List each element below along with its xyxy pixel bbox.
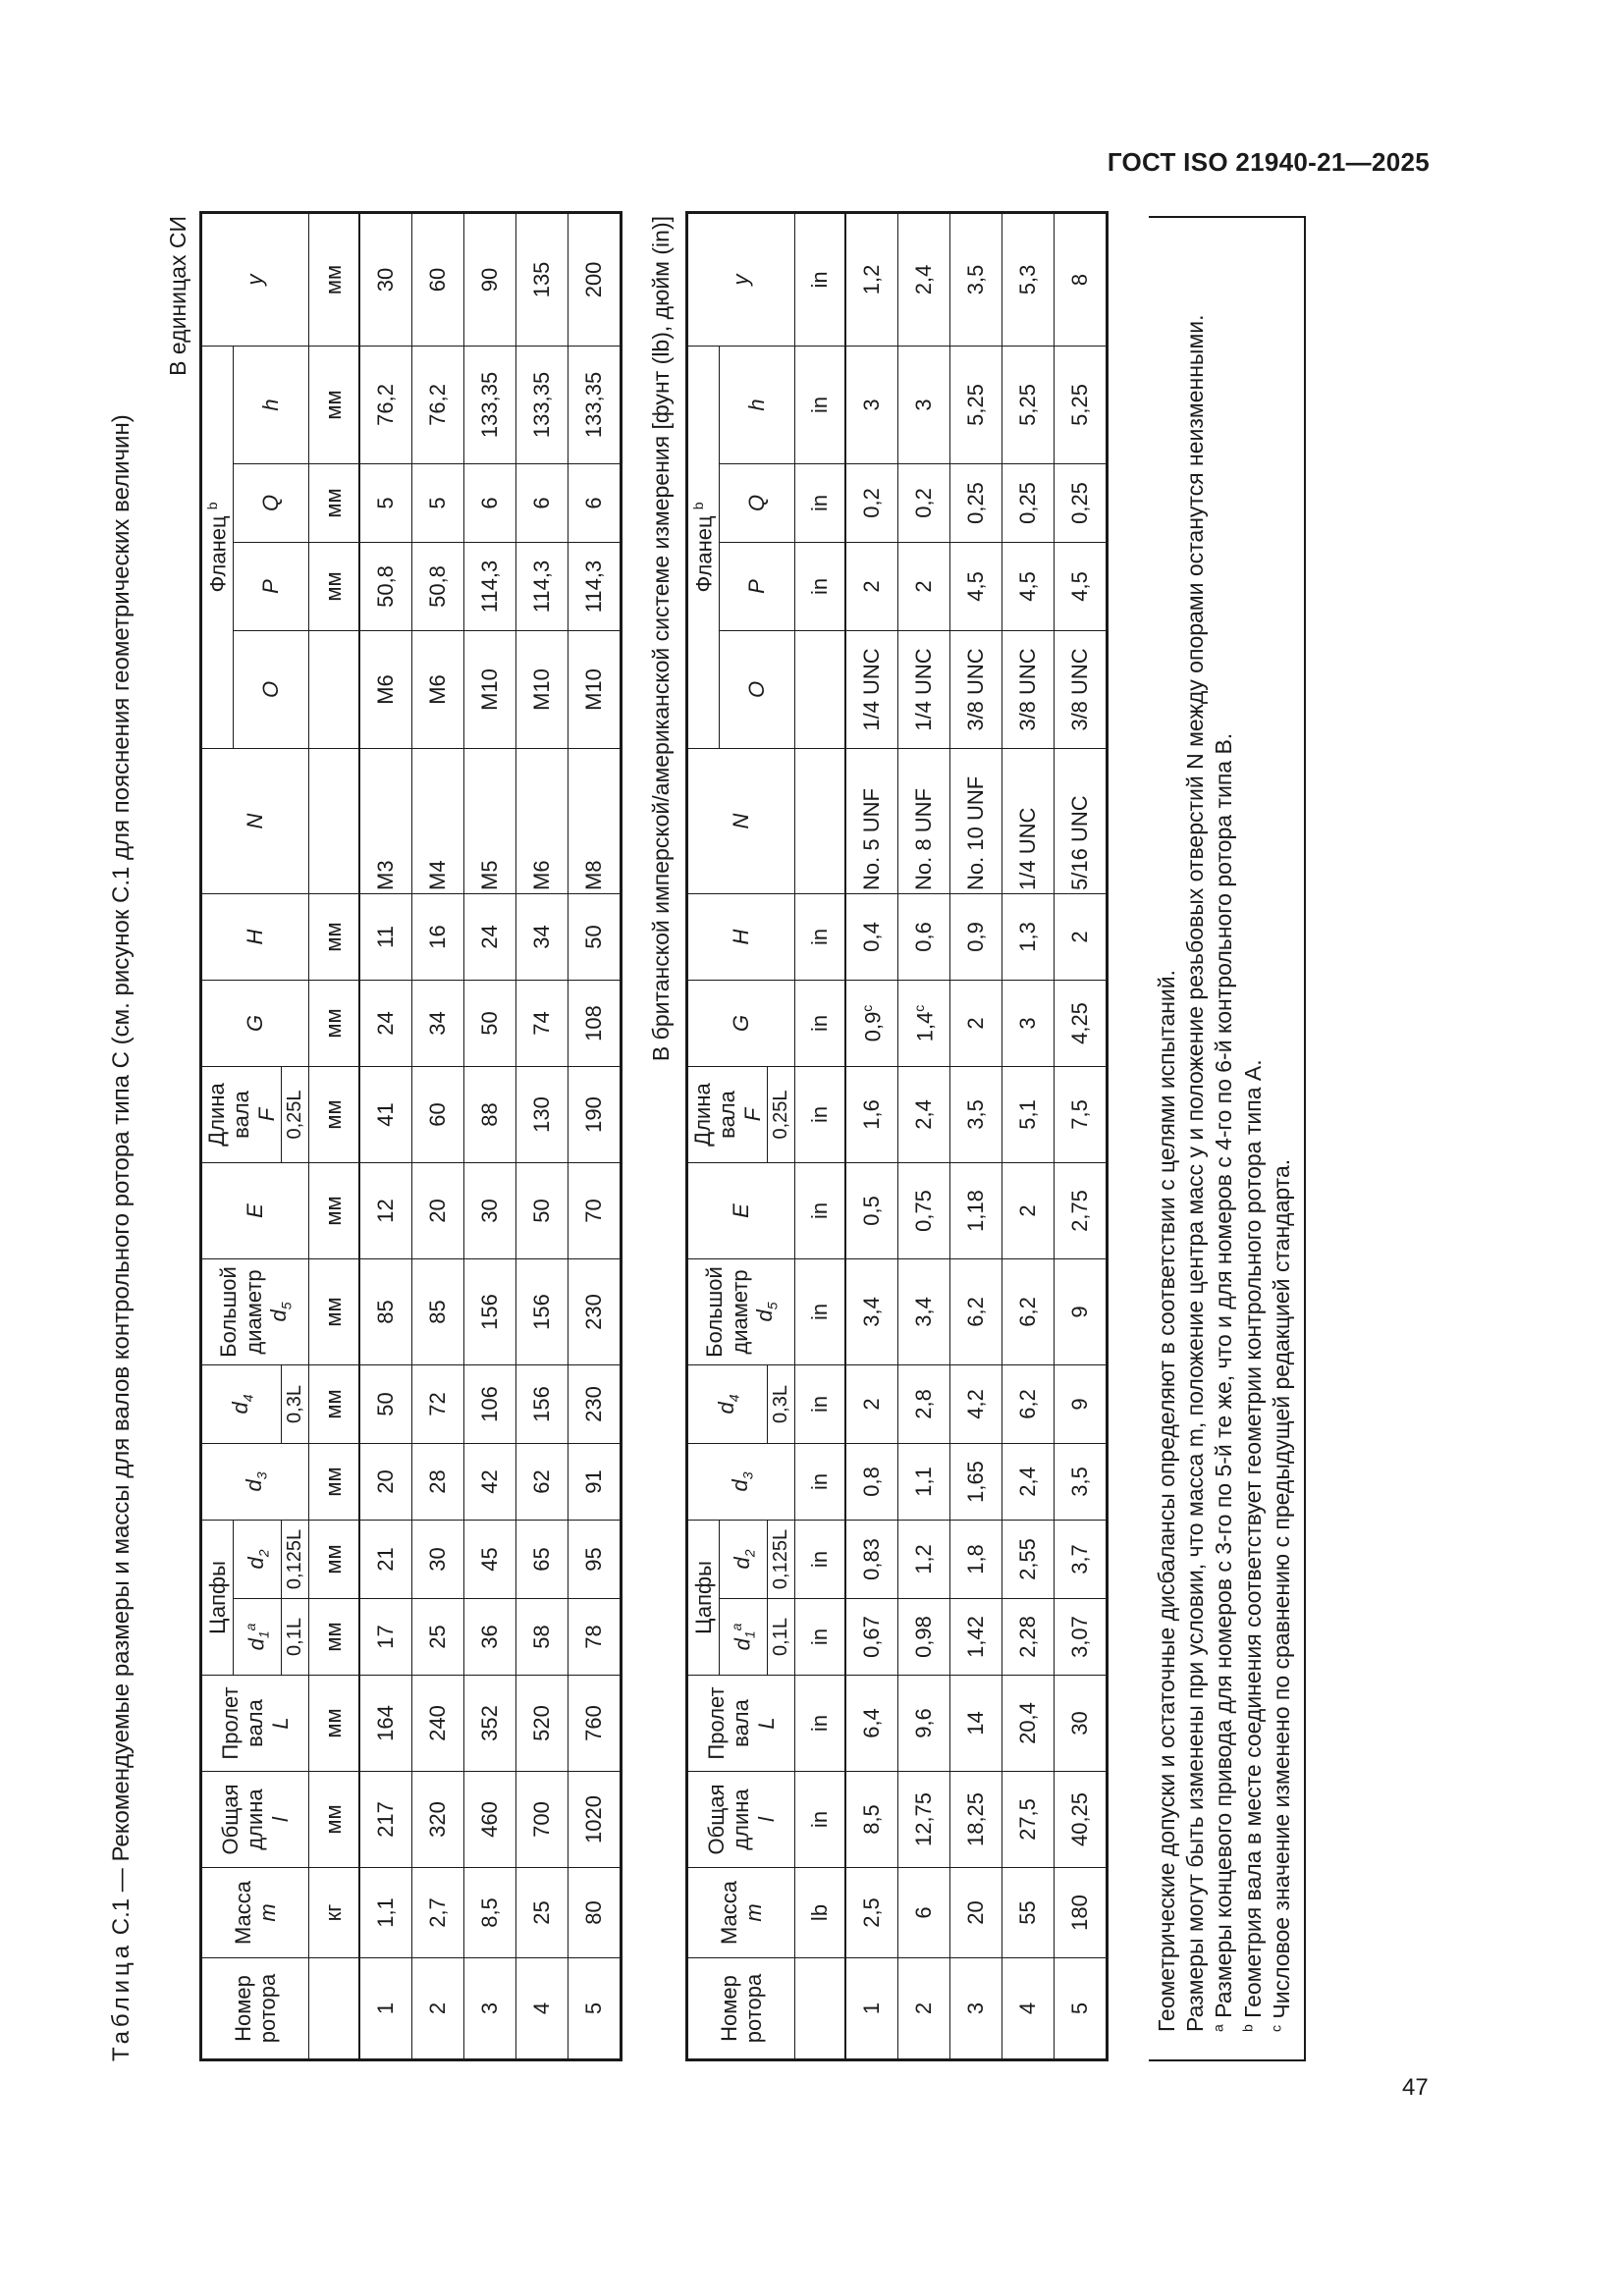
O-header: O xyxy=(233,630,308,748)
d4-ratio: 0,3L xyxy=(767,1364,794,1443)
table-cell: 5 xyxy=(411,463,463,542)
table-cell: 0,67 xyxy=(845,1599,898,1676)
h-header: h xyxy=(719,346,794,463)
table-cell: 27,5 xyxy=(1001,1772,1054,1868)
table-cell: 4,2 xyxy=(949,1364,1001,1443)
d2-ratio: 0,125L xyxy=(767,1520,794,1598)
footnote-mark: c xyxy=(858,1004,875,1012)
table-cell: 20 xyxy=(359,1443,412,1520)
table-cell: 114,3 xyxy=(568,542,621,630)
table-cell: 7,5 xyxy=(1054,1066,1107,1162)
table-cell: 1,1 xyxy=(897,1443,949,1520)
table-cell: 4,5 xyxy=(1001,542,1054,630)
table-cell: 0,25 xyxy=(1001,463,1054,542)
table-cell: 5,25 xyxy=(949,346,1001,463)
table-cell: 190 xyxy=(568,1066,621,1162)
units-row: lb in in in in in in in in in in in in in in in xyxy=(794,212,845,2059)
table-cell: 6 xyxy=(568,463,621,542)
table-cell: 2 xyxy=(897,1958,949,2060)
caption-prefix: Таблица xyxy=(108,1941,135,2061)
table-cell: 14 xyxy=(949,1676,1001,1772)
table-cell: 4,5 xyxy=(1054,542,1107,630)
table-cell: 25 xyxy=(515,1868,568,1958)
d4-header: $d_4$ xyxy=(687,1364,768,1443)
table-cell: 230 xyxy=(568,1364,621,1443)
table-cell: 1,2 xyxy=(897,1520,949,1598)
table-cell: 3,5 xyxy=(949,212,1001,346)
table-cell: 3 xyxy=(897,346,949,463)
footnote-mark: c xyxy=(910,1004,927,1012)
table-cell: 700 xyxy=(515,1772,568,1868)
journals-header: Цапфы xyxy=(201,1520,234,1675)
N-header: N xyxy=(201,748,309,893)
table-cell: 72 xyxy=(411,1364,463,1443)
G-header: G xyxy=(201,980,309,1066)
y-header: y xyxy=(687,212,795,346)
table-cell: 1,3 xyxy=(1001,893,1054,980)
table-cell: 1020 xyxy=(568,1772,621,1868)
table-cell: 2,28 xyxy=(1001,1599,1054,1676)
d4-ratio: 0,3L xyxy=(281,1364,308,1443)
si-table-body xyxy=(359,212,622,2059)
d1-ratio: 0,1L xyxy=(767,1599,794,1676)
table-cell: 156 xyxy=(515,1364,568,1443)
table-cell: 3 xyxy=(463,1958,515,2060)
table-cell: 50,8 xyxy=(411,542,463,630)
table-cell: 74 xyxy=(515,980,568,1066)
table-cell: 60 xyxy=(411,1066,463,1162)
table-cell: 2,7 xyxy=(411,1868,463,1958)
shaft-length-header: Длина вала F xyxy=(201,1066,282,1162)
table-cell: 133,35 xyxy=(463,346,515,463)
table-cell: 520 xyxy=(515,1676,568,1772)
note-line-1: Геометрические допуски и остаточные дисбалансы определяют в соответствии с целями испытаний. xyxy=(1154,969,1179,2032)
table-cell: 55 xyxy=(1001,1868,1054,1958)
table-cell: 156 xyxy=(515,1258,568,1364)
table-cell: 1/4 UNC xyxy=(1001,748,1054,893)
table-cell: М8 xyxy=(568,748,621,893)
table-cell: 0,25 xyxy=(1054,463,1107,542)
table-cell: 133,35 xyxy=(568,346,621,463)
table-cell: 17 xyxy=(359,1599,412,1676)
table-cell: 6,2 xyxy=(1001,1258,1054,1364)
d3-header: $d_3$ xyxy=(201,1443,309,1520)
table-cell: 41 xyxy=(359,1066,412,1162)
table-row xyxy=(568,212,621,2059)
table-cell: 95 xyxy=(568,1520,621,1598)
y-header: y xyxy=(201,212,309,346)
table-cell: 20,4 xyxy=(1001,1676,1054,1772)
table-cell: М6 xyxy=(411,630,463,748)
table-row xyxy=(845,212,898,2059)
table-cell: 3/8 UNC xyxy=(1054,630,1107,748)
table-cell: 180 xyxy=(1054,1868,1107,1958)
table-cell: 2 xyxy=(845,1364,898,1443)
rotor-number-header: Номер ротора xyxy=(201,1958,309,2060)
table-cell: 78 xyxy=(568,1599,621,1676)
table-cell: 5,1 xyxy=(1001,1066,1054,1162)
table-cell: М3 xyxy=(359,748,412,893)
table-cell: 135 xyxy=(515,212,568,346)
Q-header: Q xyxy=(233,463,308,542)
table-cell: 0,5 xyxy=(845,1162,898,1258)
imperial-table-body xyxy=(845,212,1108,2059)
table-cell: 6,2 xyxy=(949,1258,1001,1364)
table-cell: 8,5 xyxy=(463,1868,515,1958)
P-header: P xyxy=(719,542,794,630)
table-cell: 34 xyxy=(411,980,463,1066)
big-diameter-header: Большой диаметр $d_5$ xyxy=(687,1258,795,1364)
table-cell: 460 xyxy=(463,1772,515,1868)
table-cell: 1/4 UNC xyxy=(845,630,898,748)
table-cell: 1,6 xyxy=(845,1066,898,1162)
table-cell: 42 xyxy=(463,1443,515,1520)
mass-header: Масса m xyxy=(687,1868,795,1958)
table-cell: 164 xyxy=(359,1676,412,1772)
flange-header: Фланец $^b$ xyxy=(687,346,720,748)
standard-header: ГОСТ ISO 21940-21—2025 xyxy=(1107,147,1430,177)
table-cell: 0,9$^c$ xyxy=(845,980,898,1066)
table-cell: 106 xyxy=(463,1364,515,1443)
table-cell: 230 xyxy=(568,1258,621,1364)
table-cell: 2,4 xyxy=(897,1066,949,1162)
table-cell: 2 xyxy=(1054,893,1107,980)
d3-header: $d_3$ xyxy=(687,1443,795,1520)
table-cell: 45 xyxy=(463,1520,515,1598)
table-cell: 0,2 xyxy=(845,463,898,542)
table-cell: 3,4 xyxy=(845,1258,898,1364)
h-header: h xyxy=(233,346,308,463)
table-cell: 5/16 UNC xyxy=(1054,748,1107,893)
table-cell: 3 xyxy=(845,346,898,463)
H-header: H xyxy=(201,893,309,980)
table-cell: 1,8 xyxy=(949,1520,1001,1598)
table-row xyxy=(949,212,1001,2059)
table-cell: 0,75 xyxy=(897,1162,949,1258)
table-cell: 50 xyxy=(359,1364,412,1443)
d1-header: $d_1^a$ xyxy=(233,1599,281,1676)
table-cell: 5,25 xyxy=(1054,346,1107,463)
table-cell: 2,55 xyxy=(1001,1520,1054,1598)
imperial-units-note: В британской имперской/американской системе измерения [фунт (lb), дюйм (in)] xyxy=(648,216,674,1062)
table-cell: 0,6 xyxy=(897,893,949,980)
table-cell: М6 xyxy=(515,748,568,893)
table-cell: 12,75 xyxy=(897,1772,949,1868)
F-ratio: 0,25L xyxy=(767,1066,794,1162)
table-cell: 0,9 xyxy=(949,893,1001,980)
table-cell: 30 xyxy=(411,1520,463,1598)
table-cell: 4 xyxy=(1001,1958,1054,2060)
table-cell: 12 xyxy=(359,1162,412,1258)
table-cell: 6 xyxy=(897,1868,949,1958)
imperial-table xyxy=(685,211,1109,2061)
table-cell: 91 xyxy=(568,1443,621,1520)
table-cell: 76,2 xyxy=(411,346,463,463)
footnote-b: $^b$ Геометрия вала в месте соединения соответствует геометрии контрольного ротора типа А. xyxy=(1238,1059,1266,2032)
table-cell: 2,4 xyxy=(1001,1443,1054,1520)
journals-header: Цапфы xyxy=(687,1520,720,1675)
d2-ratio: 0,125L xyxy=(281,1520,308,1598)
mass-header: Масса m xyxy=(201,1868,309,1958)
table-cell: 1,1 xyxy=(359,1868,412,1958)
table-cell: 1 xyxy=(359,1958,412,2060)
table-cell: 34 xyxy=(515,893,568,980)
table-cell: 2,4 xyxy=(897,212,949,346)
table-cell: 20 xyxy=(949,1868,1001,1958)
table-cell: 1,65 xyxy=(949,1443,1001,1520)
table-cell: 0,8 xyxy=(845,1443,898,1520)
table-cell: 85 xyxy=(359,1258,412,1364)
table-cell: 20 xyxy=(411,1162,463,1258)
header-row-1 xyxy=(201,212,234,2059)
table-cell: 50 xyxy=(463,980,515,1066)
table-cell: 156 xyxy=(463,1258,515,1364)
E-header: E xyxy=(201,1162,309,1258)
table-cell: 65 xyxy=(515,1520,568,1598)
rotor-number-header: Номер ротора xyxy=(687,1958,795,2060)
footnote-c: $^c$ Числовое значение изменено по сравнению с предыдущей редакцией стандарта. xyxy=(1268,1158,1294,2032)
table-cell: No. 5 UNF xyxy=(845,748,898,893)
table-cell: 0,98 xyxy=(897,1599,949,1676)
table-row xyxy=(1054,212,1107,2059)
d2-header: $d_2$ xyxy=(719,1520,767,1598)
span-header: Пролет вала L xyxy=(687,1676,795,1772)
table-cell: 36 xyxy=(463,1599,515,1676)
table-cell: 24 xyxy=(463,893,515,980)
table-cell: 3,5 xyxy=(1054,1443,1107,1520)
table-cell: 320 xyxy=(411,1772,463,1868)
table-cell: М4 xyxy=(411,748,463,893)
table-cell: М10 xyxy=(515,630,568,748)
table-row xyxy=(463,212,515,2059)
table-cell: М5 xyxy=(463,748,515,893)
table-cell: 1/4 UNC xyxy=(897,630,949,748)
table-cell: 30 xyxy=(359,212,412,346)
table-cell: 76,2 xyxy=(359,346,412,463)
table-cell: 11 xyxy=(359,893,412,980)
page-number: 47 xyxy=(1402,2074,1429,2101)
si-units-note: В единицах СИ xyxy=(165,216,190,376)
table-cell: 9 xyxy=(1054,1364,1107,1443)
table-cell: 21 xyxy=(359,1520,412,1598)
table-cell: 3/8 UNC xyxy=(949,630,1001,748)
F-ratio: 0,25L xyxy=(281,1066,308,1162)
table-cell: 108 xyxy=(568,980,621,1066)
big-diameter-header: Большой диаметр $d_5$ xyxy=(201,1258,309,1364)
table-cell: 1,2 xyxy=(845,212,898,346)
table-cell: 200 xyxy=(568,212,621,346)
total-length-header: Общая длина l xyxy=(687,1772,795,1868)
span-header: Пролет вала L xyxy=(201,1676,309,1772)
table-cell: 5,25 xyxy=(1001,346,1054,463)
table-cell: 114,3 xyxy=(515,542,568,630)
rotated-table-block xyxy=(108,216,1326,2061)
table-cell: 50 xyxy=(515,1162,568,1258)
header-row-1 xyxy=(687,212,720,2059)
table-cell: 25 xyxy=(411,1599,463,1676)
table-cell: 3,07 xyxy=(1054,1599,1107,1676)
table-cell: 50 xyxy=(568,893,621,980)
table-cell: 130 xyxy=(515,1066,568,1162)
table-cell: 60 xyxy=(411,212,463,346)
table-row xyxy=(1001,212,1054,2059)
note-line-2: Размеры могут быть изменены при условии, что масса m, положение центра масс y и положение резьбовых отверстий N между опорами останутся неизменными. xyxy=(1182,314,1209,2032)
table-cell: 3 xyxy=(1001,980,1054,1066)
table-cell: 0,2 xyxy=(897,463,949,542)
table-cell: 8,5 xyxy=(845,1772,898,1868)
table-cell: 5,3 xyxy=(1001,212,1054,346)
table-cell: 6 xyxy=(463,463,515,542)
P-header: P xyxy=(233,542,308,630)
d4-header: $d_4$ xyxy=(201,1364,282,1443)
table-cell: 4,5 xyxy=(949,542,1001,630)
table-cell: М6 xyxy=(359,630,412,748)
table-cell: 0,25 xyxy=(949,463,1001,542)
table-cell: 760 xyxy=(568,1676,621,1772)
total-length-header: Общая длина l xyxy=(201,1772,309,1868)
table-cell: 58 xyxy=(515,1599,568,1676)
si-table xyxy=(199,211,623,2061)
table-cell: 2 xyxy=(411,1958,463,2060)
table-cell: 6,2 xyxy=(1001,1364,1054,1443)
units-row: кг мм мм мм мм мм мм мм мм мм мм мм мм мм мм мм xyxy=(308,212,359,2059)
table-cell: 6,4 xyxy=(845,1676,898,1772)
table-cell: 3,4 xyxy=(897,1258,949,1364)
table-cell: 3,7 xyxy=(1054,1520,1107,1598)
table-cell: No. 10 UNF xyxy=(949,748,1001,893)
table-cell: No. 8 UNF xyxy=(897,748,949,893)
table-caption xyxy=(108,216,135,2061)
table-cell: 4,25 xyxy=(1054,980,1107,1066)
table-cell: 50,8 xyxy=(359,542,412,630)
table-cell: 2 xyxy=(897,542,949,630)
table-cell: 5 xyxy=(359,463,412,542)
table-cell: 2,75 xyxy=(1054,1162,1107,1258)
table-cell: 240 xyxy=(411,1676,463,1772)
table-cell: 2,5 xyxy=(845,1868,898,1958)
table-row xyxy=(897,212,949,2059)
table-cell: 6 xyxy=(515,463,568,542)
table-cell: 40,25 xyxy=(1054,1772,1107,1868)
table-cell: 3,5 xyxy=(949,1066,1001,1162)
table-notes xyxy=(1149,216,1306,2061)
table-cell: 0,83 xyxy=(845,1520,898,1598)
caption-text: С.1 — Рекомендуемые размеры и массы для валов контрольного ротора типа С (см. рисунок С.1 для пояснения геометрических величин) xyxy=(108,414,135,1942)
table-cell: 2 xyxy=(845,542,898,630)
table-cell: 30 xyxy=(463,1162,515,1258)
table-cell: 8 xyxy=(1054,212,1107,346)
table-cell: 16 xyxy=(411,893,463,980)
table-cell: 114,3 xyxy=(463,542,515,630)
table-cell: 62 xyxy=(515,1443,568,1520)
table-cell: 80 xyxy=(568,1868,621,1958)
O-header: O xyxy=(719,630,794,748)
table-cell: 18,25 xyxy=(949,1772,1001,1868)
N-header: N xyxy=(687,748,795,893)
footnote-a: $^a$ Размеры концевого привода для номеров с 3-го по 5-й те же, что и для номеров с 4-го по 6-й контрольного ротора типа В. xyxy=(1210,732,1237,2032)
table-cell: 9 xyxy=(1054,1258,1107,1364)
table-cell: 24 xyxy=(359,980,412,1066)
table-cell: 5 xyxy=(568,1958,621,2060)
table-cell: 9,6 xyxy=(897,1676,949,1772)
table-cell: 4 xyxy=(515,1958,568,2060)
table-cell: 3 xyxy=(949,1958,1001,2060)
table-cell: 3/8 UNC xyxy=(1001,630,1054,748)
table-cell: 1 xyxy=(845,1958,898,2060)
table-cell: 133,35 xyxy=(515,346,568,463)
table-cell: М10 xyxy=(463,630,515,748)
table-cell: 2,8 xyxy=(897,1364,949,1443)
table-row xyxy=(411,212,463,2059)
G-header: G xyxy=(687,980,795,1066)
table-cell: 1,42 xyxy=(949,1599,1001,1676)
table-cell: 1,18 xyxy=(949,1162,1001,1258)
table-cell: 5 xyxy=(1054,1958,1107,2060)
flange-header: Фланец $^b$ xyxy=(201,346,234,748)
E-header: E xyxy=(687,1162,795,1258)
table-cell: М10 xyxy=(568,630,621,748)
table-cell: 2 xyxy=(949,980,1001,1066)
table-row xyxy=(515,212,568,2059)
table-cell: 88 xyxy=(463,1066,515,1162)
d1-header: $d_1^a$ xyxy=(719,1599,767,1676)
table-cell: 28 xyxy=(411,1443,463,1520)
table-cell: 217 xyxy=(359,1772,412,1868)
table-cell: 30 xyxy=(1054,1676,1107,1772)
table-cell: 85 xyxy=(411,1258,463,1364)
d1-ratio: 0,1L xyxy=(281,1599,308,1676)
table-row xyxy=(359,212,412,2059)
table-cell: 352 xyxy=(463,1676,515,1772)
H-header: H xyxy=(687,893,795,980)
table-cell: 1,4$^c$ xyxy=(897,980,949,1066)
Q-header: Q xyxy=(719,463,794,542)
table-cell: 2 xyxy=(1001,1162,1054,1258)
table-cell: 0,4 xyxy=(845,893,898,980)
d2-header: $d_2$ xyxy=(233,1520,281,1598)
shaft-length-header: Длина вала F xyxy=(687,1066,768,1162)
table-cell: 90 xyxy=(463,212,515,346)
table-cell: 70 xyxy=(568,1162,621,1258)
